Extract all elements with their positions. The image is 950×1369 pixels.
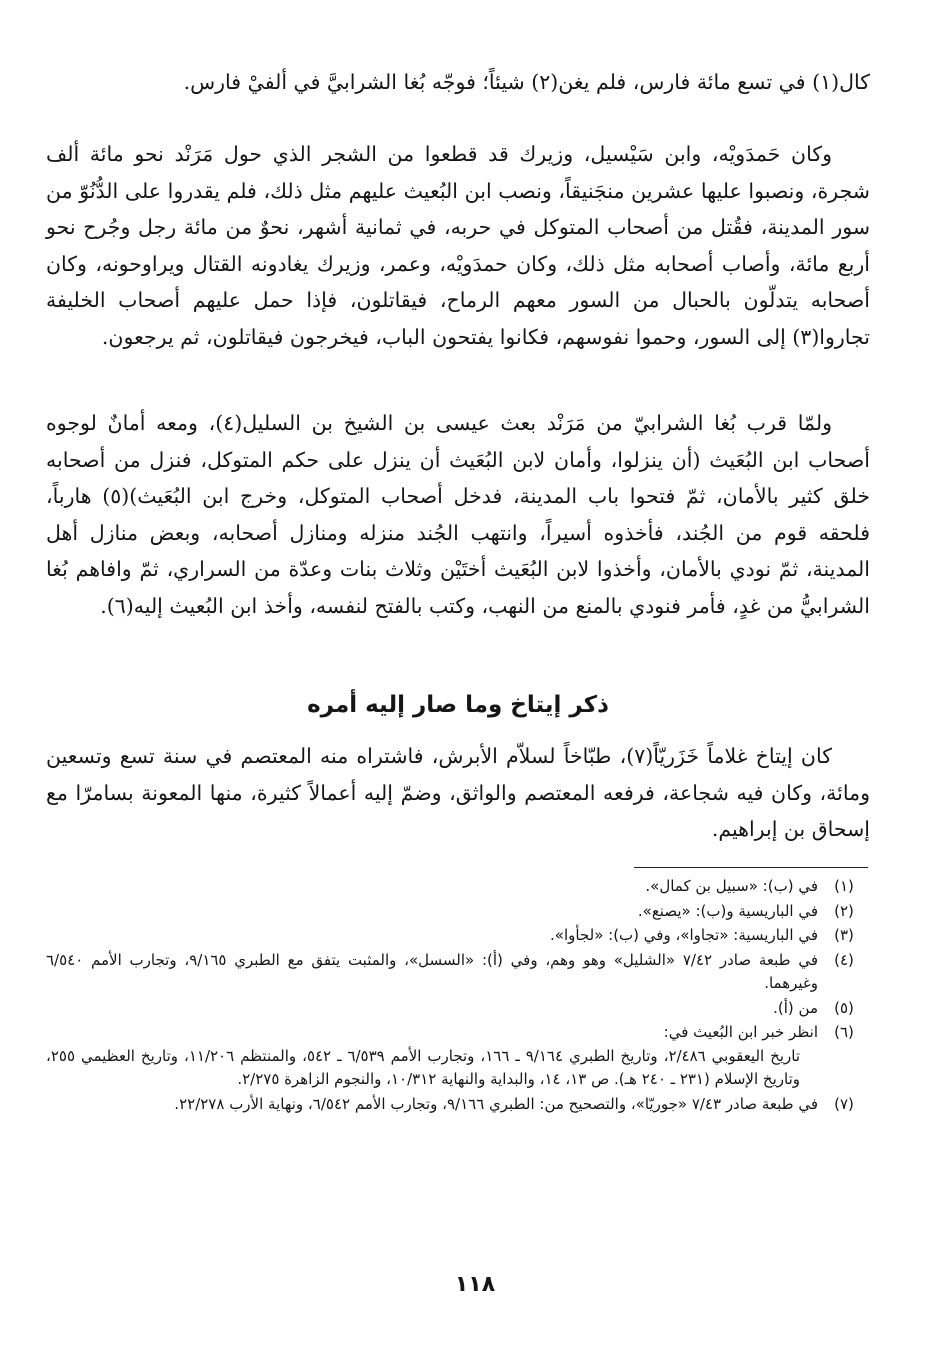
- footnote: [46, 1093, 870, 1117]
- footnote: [46, 1021, 870, 1092]
- footnotes: [46, 875, 870, 1117]
- footnote-number: (٤): [834, 950, 854, 969]
- body-paragraph: [46, 405, 870, 624]
- footnote-line: في الباريسية: «تجاوا»، وفي (ب): «لجأوا».: [550, 926, 818, 944]
- footnote-line: في طبعة صادر ٧/٤٢ «الشليل» وهو وهم، وفي (أ): «السسل»، والمثبت يتفق مع الطبري ٩/١٦٥، وتجارب الأمم ٦/٥٤٠ وغيرهما.: [46, 950, 818, 992]
- body-paragraph: [46, 738, 870, 848]
- footnote-line: في الباريسية و(ب): «يصنع».: [637, 901, 818, 920]
- footnote-text: [46, 997, 818, 1021]
- footnote-number: (٢): [834, 901, 854, 920]
- footnote-line: انظر خبر ابن البُعيث في:: [663, 1023, 818, 1041]
- footnote-number: (٦): [834, 1023, 854, 1041]
- body-paragraph: [46, 64, 870, 101]
- paragraph-text: كال(١) في تسع مائة فارس، فلم يغن(٢) شيئاً؛ فوجّه بُغا الشرابيَّ في ألفيْ فارس.: [183, 70, 870, 94]
- footnote-line: في (ب): «سبيل بن كمال».: [645, 877, 818, 895]
- footnote-text: [46, 875, 818, 899]
- body-paragraph: [46, 136, 870, 355]
- section-heading: ذكر إيتاخ وما صار إليه أمره: [307, 692, 609, 718]
- footnote: [46, 949, 870, 996]
- paragraph-text: وكان حَمدَويْه، وابن سَيْسيل، وزيرك قد قطعوا من الشجر الذي حول مَرَنْد نحو مائة ألف شجرة، ونصبوا عليها عشرين منجَنيقاً، ونصب ابن البُعيث عليهم مثل ذلك، فلم يقدروا على الدُّنُوّ من سور المدينة، فقُتل من أصحاب المتوكل في حربه، في ثمانية أشهر، نحوٌ من مائة رجل وجُرح نحو أربع مائة، وأصاب أصحابه مثل ذلك، وكان حمدَويْه، وعمر، وزيرك يغادونه القتال ويراوحونه، وكان أصحابه يتدلّون بالحبال من السور معهم الرماح، فيقاتلون، فإذا حمل عليهم أصحاب الخليفة تجاروا(٣) إلى السور، وحموا نفوسهم، فكانوا يفتحون الباب، فيخرجون فيقاتلون، ثم يرجعون.: [46, 142, 870, 349]
- footnote: [46, 900, 870, 924]
- footnote-number: (١): [834, 877, 854, 895]
- footnote-line: تاريخ اليعقوبي ٢/٤٨٦، وتاريخ الطبري ٩/١٦٤ ـ ١٦٦، وتجارب الأمم ٦/٥٣٩ ـ ٥٤٢، والمنتظم ١١/٢٠٦، وتاريخ العظيمي ٢٥٥، وتاريخ الإسلام (٢٣١ ـ ٢٤٠ هـ). ص ١٣، ١٤، والبداية والنهاية ١٠/٣١٢، والنجوم الزاهرة ٢/٢٧٥.: [46, 1046, 801, 1088]
- footnote: [46, 924, 870, 948]
- footnote-number: (٧): [834, 1094, 854, 1113]
- paragraph-text: كان إيتاخ غلاماً خَزَريّاً(٧)، طبّاخاً لسلاّم الأبرش، فاشتراه منه المعتصم في سنة تسع وتسعين ومائة، وكان فيه شجاعة، فرفعه المعتصم والواثق، وضمّ إليه أعمالاً كثيرة، منها المعونة بسامرّا مع إسحاق بن إبراهيم.: [46, 744, 870, 841]
- page-number: ١١٨: [454, 1272, 496, 1297]
- footnote-text: [46, 924, 818, 948]
- footnote-text: [46, 1021, 818, 1092]
- footnote-separator: [634, 867, 868, 868]
- footnote-number: (٣): [834, 926, 854, 944]
- footnote-text: [46, 949, 818, 996]
- footnote: [46, 997, 870, 1021]
- footnote-line: من (أ).: [773, 998, 818, 1017]
- footnote-line: في طبعة صادر ٧/٤٣ «جوريّا»، والتصحيح من: الطبري ٩/١٦٦، وتجارب الأمم ٦/٥٤٢، ونهاية الأرب ٢٢/٢٧٨.: [174, 1094, 818, 1113]
- footnote-number: (٥): [834, 998, 854, 1017]
- footnote-text: [46, 1093, 818, 1117]
- footnote: [46, 875, 870, 899]
- paragraph-text: ولمّا قرب بُغا الشرابيّ من مَرَنْد بعث عيسى بن الشيخ بن السليل(٤)، ومعه أمانٌ لوجوه أصحاب ابن البُعَيث (أن ينزلوا، وأمان لابن البُعَيث أن ينزل على حكم المتوكل، فنزل من أصحابه خلق كثير بالأمان، ثمّ فتحوا باب المدينة، فدخل أصحاب المتوكل، وخرج ابن البُعَيث)(٥) هارباً، فلحقه قوم من الجُند، فأخذوه أسيراً، وانتهب الجُند منزله ومنازل أصحابه، وبعض منازل أهل المدينة، ثمّ نودي بالأمان، وأخذوا لابن البُعَيث أختَيْن وثلاث بنات وعدّة من السراري، ثمّ وافاهم بُغا الشرابيُّ من غدٍ، فأمر فنودي بالمنع من النهب، وكتب بالفتح لنفسه، وأخذ ابن البُعيث إليه(٦).: [46, 411, 870, 618]
- footnote-text: [46, 900, 818, 924]
